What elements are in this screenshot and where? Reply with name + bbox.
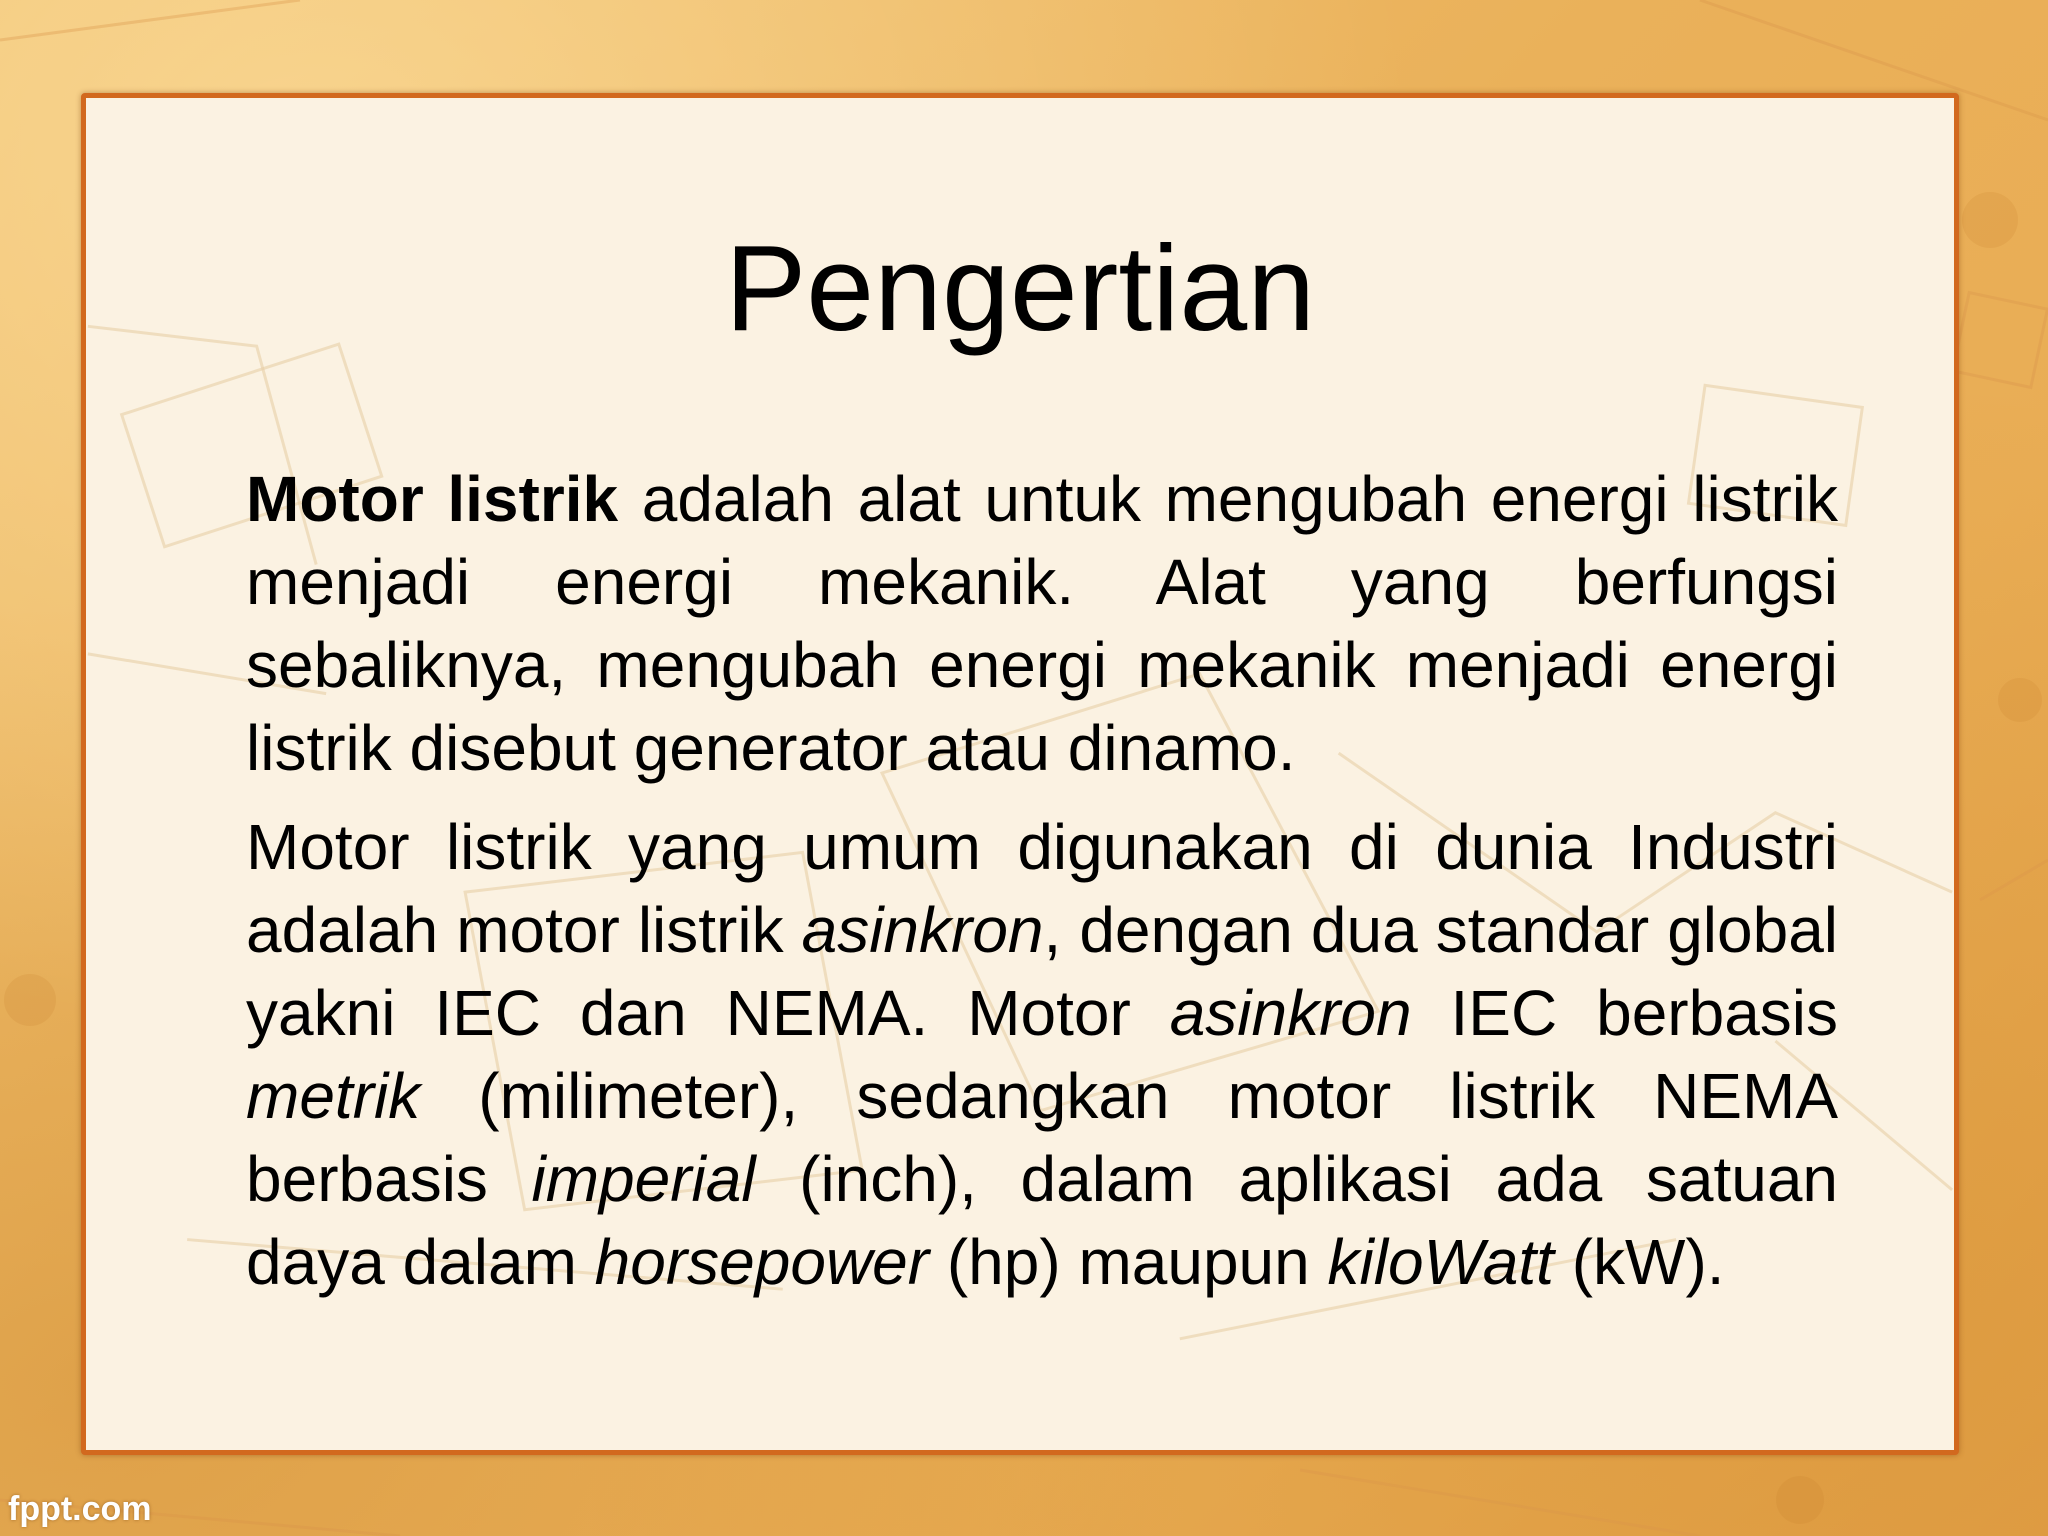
standards-text-2: , dengan dua standar global yakni IEC dan NEMA. Motor: [246, 894, 1839, 1049]
italic-term-asinkron: asinkron: [801, 894, 1044, 966]
standards-text-6: (hp) maupun: [929, 1226, 1328, 1298]
paragraph-standards: [246, 806, 1838, 1304]
standards-text-5: (inch), dalam aplikasi ada satuan daya dalam: [246, 1143, 1839, 1298]
paragraph-definition: [246, 458, 1838, 790]
standards-text-4: (milimeter), sedangkan motor listrik NEMA berbasis: [246, 1060, 1838, 1215]
standards-text-3: IEC berbasis: [1411, 977, 1838, 1049]
italic-term-asinkron-2: asinkron: [1169, 977, 1412, 1049]
italic-term-kilowatt: kiloWatt: [1327, 1226, 1554, 1298]
italic-term-metrik: metrik: [246, 1060, 421, 1132]
slide-body: [246, 458, 1838, 1304]
standards-text-7: (kW).: [1553, 1226, 1725, 1298]
definition-text: adalah alat untuk mengubah energi listrik menjadi energi mekanik. Alat yang berfungsi sebaliknya, mengubah energi mekanik menjadi energi listrik disebut generator atau dinamo.: [246, 463, 1839, 784]
italic-term-imperial: imperial: [531, 1143, 756, 1215]
content-panel: [81, 93, 1959, 1455]
slide-title: Pengertian: [724, 220, 1316, 356]
fppt-watermark: fppt.com: [8, 1490, 152, 1528]
italic-term-horsepower: horsepower: [594, 1226, 930, 1298]
term-motor-listrik: Motor listrik: [246, 463, 619, 535]
standards-text-1: Motor listrik yang umum digunakan di dunia Industri adalah motor listrik: [246, 811, 1838, 966]
